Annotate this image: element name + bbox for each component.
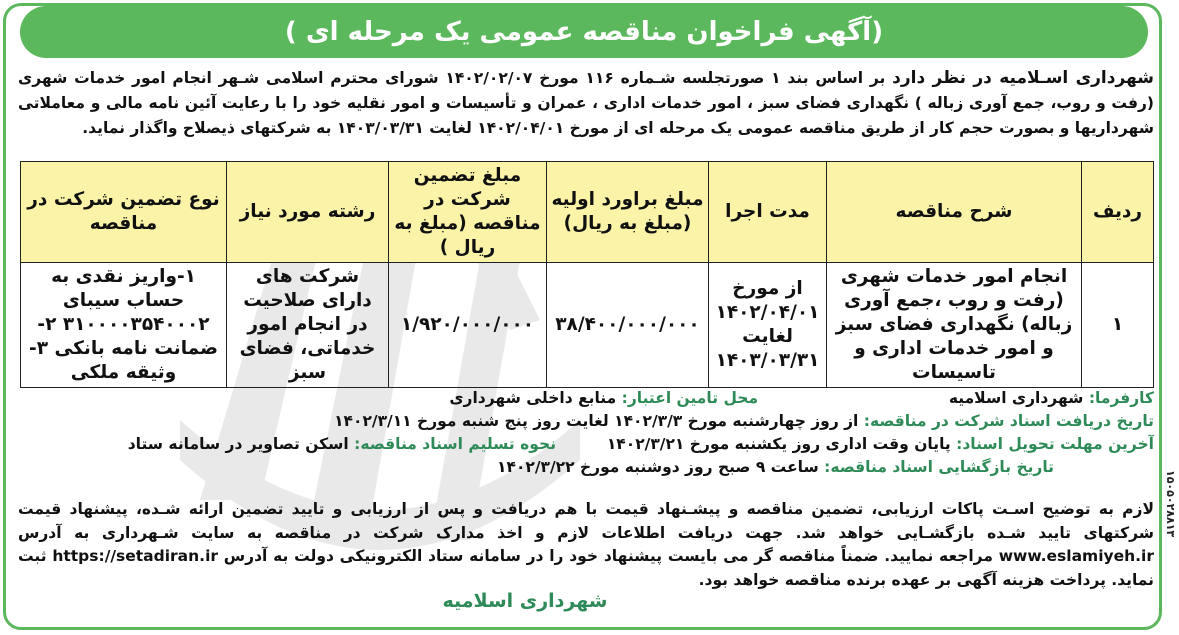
cell-row-no: ۱ bbox=[1082, 263, 1154, 388]
col-description: شرح مناقصه bbox=[827, 162, 1082, 263]
opening-value: ساعت ۹ صبح روز دوشنبه مورخ ۱۴۰۲/۳/۲۲ bbox=[497, 458, 819, 476]
detail-row-receive bbox=[18, 410, 1154, 433]
cell-guarantee-type: ۱-واریز نقدی به حساب سیبای ۳۱۰۰۰۰۳۵۴۰۰۰۲ ۲-ضمانت نامه بانکی ۳-وثیقه ملکی bbox=[21, 263, 227, 388]
detail-row-employer bbox=[18, 387, 1154, 410]
opening-label: تاریخ بازگشایی اسناد مناقصه: bbox=[824, 458, 1054, 476]
col-duration: مدت اجرا bbox=[709, 162, 827, 263]
col-guarantee-type: نوع تضمین شرکت در مناقصه bbox=[21, 162, 227, 263]
delivery-label: نحوه تسلیم اسناد مناقصه: bbox=[354, 435, 557, 453]
deadline-value: پایان وقت اداری روز یکشنبه مورخ ۱۴۰۲/۳/۲۱ bbox=[606, 435, 951, 453]
tender-details bbox=[18, 387, 1154, 479]
side-code: ۱۵۰۵۰۲۸۸۱۳ bbox=[1164, 470, 1177, 538]
intro-lead: شهرداری اسـلامیه در نظر دارد bbox=[892, 68, 1155, 88]
intro-text: بر اساس بند ۱ صورتجلسه شـماره ۱۱۶ مورخ ۱۴۰۲/۰۲/۰۷ شورای محترم اسلامی شـهر انجام امور خدمات شهری (رفت و روب، جمع آوری زباله ) نگهداری فضای سبز ، امور خدمات اداری ، عمران و تأسیسات و امور نقلیه خود را با رعایت آئین نامه مالی و معاملاتی شهرداریها و بصورت حجم کار از طریق مناقصه عمومی یک مرحله ای از مورخ ۱۴۰۲/۰۴/۰۱ لغایت ۱۴۰۳/۰۳/۳۱ به شرکتهای ذیصلاح واگذار نماید. bbox=[18, 69, 1154, 137]
table-row bbox=[21, 263, 1154, 388]
cell-guarantee-amount: ۱/۹۲۰/۰۰۰/۰۰۰ bbox=[389, 263, 547, 388]
table-header-row bbox=[21, 162, 1154, 263]
delivery-value: اسکن تصاویر در سامانه ستاد bbox=[127, 435, 349, 453]
detail-row-opening bbox=[18, 456, 1154, 479]
cell-field: شرکت های دارای صلاحیت در انجام امور خدماتی، فضای سبز bbox=[227, 263, 389, 388]
employer-value: شهرداری اسلامیه bbox=[948, 389, 1084, 407]
page-title: (آگهی فراخوان مناقصه عمومی یک مرحله ای ) bbox=[284, 17, 884, 47]
funding-label: محل تامین اعتبار: bbox=[621, 389, 759, 407]
funding-value: منابع داخلی شهرداری bbox=[449, 389, 617, 407]
tender-table bbox=[20, 161, 1154, 388]
col-row-no: ردیف bbox=[1082, 162, 1154, 263]
employer-label: کارفرما: bbox=[1088, 389, 1154, 407]
deadline-label: آخرین مهلت تحویل اسناد: bbox=[956, 435, 1154, 453]
cell-estimate: ۳۸/۴۰۰/۰۰۰/۰۰۰ bbox=[547, 263, 709, 388]
col-estimate: مبلغ براورد اولیه (مبلغ به ریال) bbox=[547, 162, 709, 263]
receive-value: از روز چهارشنبه مورخ ۱۴۰۲/۳/۳ لغایت روز پنج شنبه مورخ ۱۴۰۲/۳/۱۱ bbox=[334, 412, 859, 430]
title-banner bbox=[20, 6, 1148, 58]
col-guarantee-amount: مبلغ تضمین شرکت در مناقصه (مبلغ به ریال ) bbox=[389, 162, 547, 263]
intro-paragraph bbox=[18, 66, 1154, 141]
cell-duration: از مورخ ۱۴۰۲/۰۴/۰۱ لغایت ۱۴۰۳/۰۳/۳۱ bbox=[709, 263, 827, 388]
detail-row-deadline bbox=[18, 433, 1154, 456]
receive-label: تاریخ دریافت اسناد شرکت در مناقصه: bbox=[863, 412, 1154, 430]
note-paragraph: لازم به توضیح اسـت پاکات ارزیابی، تضمین مناقصه و پیشـنهاد قیمت با هم دریافت و پس از ارزیابی و تایید تضمین ارائه شـده، پیشنهاد قیمت شرکتهای تایید شـده بازگشـایی خواهد شد. جهت دریافت اطلاعات لازم و اخذ مدارک شرکت در مناقصه به سایت شـهرداری به آدرس www.eslamiyeh.ir مراجعه نمایید. ضمناً مناقصه گر می بایست پیشنهاد خود را در سامانه ستاد الکترونیکی دولت به آدرس https://setadiran.ir ثبت نماید. پرداخت هزینه آگهی بر عهده برنده مناقصه خواهد بود. bbox=[18, 500, 1155, 589]
cell-description: انجام امور خدمات شهری (رفت و روب ،جمع آوری زباله) نگهداری فضای سبز و امور خدمات اداری و تاسیسات bbox=[827, 263, 1082, 388]
col-field: رشته مورد نیاز bbox=[227, 162, 389, 263]
signature: شهرداری اسلامیه bbox=[442, 590, 608, 612]
